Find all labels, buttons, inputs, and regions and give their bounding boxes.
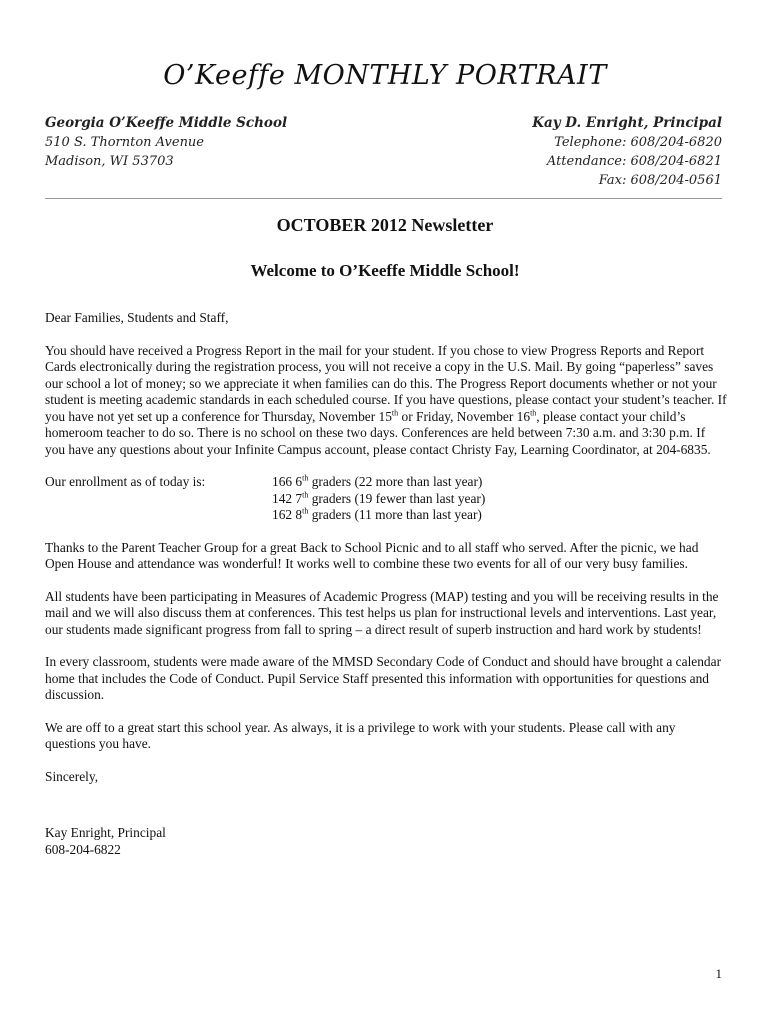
- enrollment-label: Our enrollment as of today is:: [45, 474, 206, 489]
- contact-block: [532, 114, 722, 190]
- paragraph-code-of-conduct: In every classroom, students were made aware of the MMSD Secondary Code of Conduct and should have brought a calendar home that includes the Code of Conduct. Pupil Service Staff presented this information with opportunities for questions and discussion.: [45, 654, 722, 702]
- paragraph-picnic: Thanks to the Parent Teacher Group for a great Back to School Picnic and to all staff who served. After the picnic, we had Open House and attendance was wonderful! It works well to combine these two events for all of our very busy families.: [45, 539, 699, 571]
- row-sup: th: [302, 473, 309, 483]
- para1-text-c: , please contact your child’s homeroom teacher to do so. There is no school on these two days. Conferences are held between 7:30 a.m. and 3:30 p.m. If you have any questions about your Infinite Campus account, please contact Christy Fay, Learning Coordinator, at 204-6835.: [45, 408, 711, 457]
- paragraph-closing: We are off to a great start this school year. As always, it is a privilege to work with your students. Please call with any questions you have.: [45, 719, 676, 751]
- letter-body: [45, 310, 728, 858]
- para1-sup1: th: [391, 408, 399, 418]
- enrollment-row-7th: [272, 491, 485, 508]
- enrollment-list: [272, 474, 485, 524]
- enrollment-row-8th: [272, 507, 485, 524]
- row-pre: 142 7: [272, 490, 303, 506]
- enrollment-row-6th: [272, 474, 485, 491]
- row-post: graders (11 more than last year): [308, 507, 482, 522]
- masthead-title: O’Keeffe MONTHLY PORTRAIT: [163, 60, 607, 91]
- page-number: 1: [715, 966, 722, 981]
- paragraph-progress-report: [45, 343, 728, 459]
- para1-text-b: or Friday, November 16: [398, 408, 531, 424]
- para1-text-a: You should have received a Progress Report in the mail for your student. If you chose to view Progress Reports and Report Cards electronically during the registration process, you will not receive a copy in the U.S. Mail. By going “paperless” saves our school a lot of money; so we appreciate it when families can do this. The Progress Report documents whether or not your student is meeting academic standards in each scheduled course. If you have questions, please contact your student’s teacher. If you have not yet set up a conference for Thursday, November 15: [45, 342, 727, 424]
- telephone: Telephone: 608/204-6820: [554, 135, 722, 150]
- school-address-block: [45, 114, 287, 171]
- para1-sup2: th: [530, 408, 537, 418]
- row-sup: th: [302, 490, 309, 500]
- signer-phone: 608-204-6822: [45, 841, 121, 857]
- signer-name: Kay Enright, Principal: [45, 825, 166, 840]
- paragraph-map-testing: All students have been participating in Measures of Academic Progress (MAP) testing and you will be receiving results in the mail and we will also discuss them at conferences. This test helps us plan for instructional levels and interventions. Last year, our students made significant progress from fall to spring – a direct result of superb instruction and hard work by students!: [45, 588, 719, 637]
- enrollment-section: [45, 474, 728, 524]
- address-line1: 510 S. Thornton Avenue: [45, 135, 205, 150]
- attendance-phone: Attendance: 608/204-6821: [546, 154, 722, 169]
- row-pre: 162 8: [272, 507, 303, 522]
- row-pre: 166 6: [272, 474, 303, 489]
- row-post: graders (19 fewer than last year): [308, 490, 486, 506]
- school-name: Georgia O’Keeffe Middle School: [45, 115, 288, 131]
- closing-salutation: Sincerely,: [45, 768, 99, 784]
- header-divider: [45, 198, 722, 199]
- address-line2: Madison, WI 53703: [45, 154, 174, 169]
- row-post: graders (22 more than last year): [308, 474, 483, 489]
- fax: Fax: 608/204-0561: [598, 173, 722, 188]
- signature-block: [45, 825, 728, 858]
- greeting: Dear Families, Students and Staff,: [45, 310, 229, 325]
- row-sup: th: [302, 506, 309, 516]
- newsletter-heading: OCTOBER 2012 Newsletter: [276, 215, 494, 235]
- welcome-heading: Welcome to O’Keeffe Middle School!: [250, 261, 520, 280]
- principal-name: Kay D. Enright, Principal: [532, 115, 722, 131]
